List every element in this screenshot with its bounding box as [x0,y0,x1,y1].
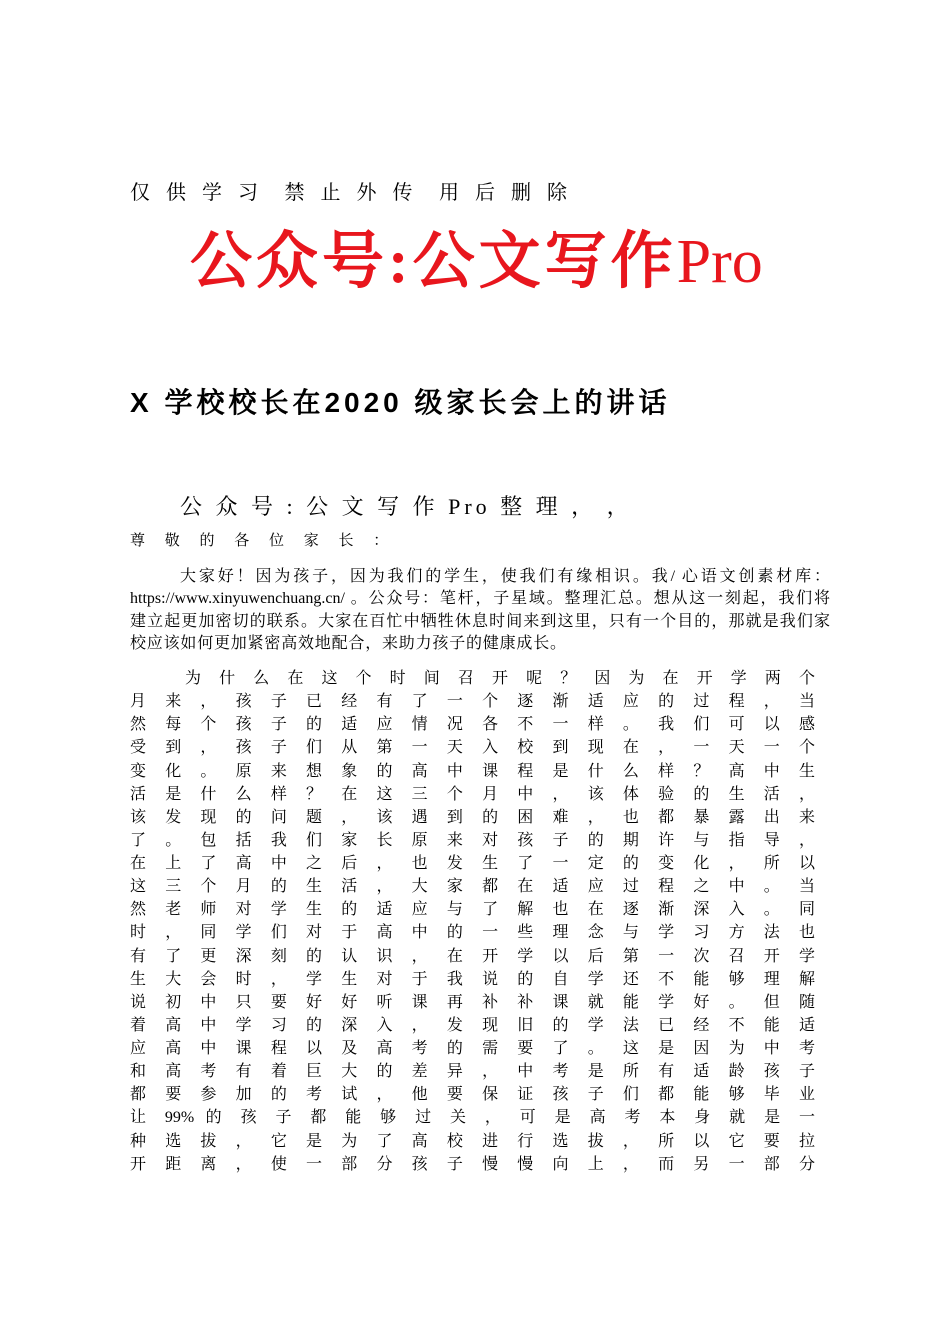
credit-line: 公 众 号 : 公 文 写 作 Pro 整 理 ， ， [180,494,633,519]
body-line: 这 三 个 月 的 生 活 ， 大 家 都 在 适 应 过 程 之 中 。 当 [130,878,815,896]
banner-account-suffix: Pro [676,228,763,296]
body-line: 应 高 中 课 程 以 及 高 考 的 需 要 了 。 这 是 因 为 中 考 [130,1040,815,1057]
body-line: 活 是 什 么 样 ？ 在 这 三 个 月 中 ， 该 体 验 的 生 活 ， [130,785,815,803]
body-line: 生 大 会 时 ， 学 生 对 于 我 说 的 自 学 还 不 能 够 理 解 [130,970,815,988]
salutation: 尊 敬 的 各 位 家 长 ： [130,533,397,549]
body-line: 说 初 中 只 要 好 好 听 课 再 补 补 课 就 能 学 好 。 但 随 [130,993,815,1011]
banner-account-name: 公众号:公文写作 [190,228,677,296]
body-line: 让 99% 的 孩 子 都 能 够 过 关 ， 可 是 高 考 本 身 就 是 一 [130,1109,815,1127]
intro-line: 建立起更加密切的联系。大家在百忙中牺牲休息时间来到这里，只有一个目的，那就是我们家 [130,612,830,630]
wechat-account-banner [190,226,763,298]
intro-line: https://www.xinyuwenchuang.cn/ 。公众号：笔杆，子星域。整理汇总。想从这一刻起，我们将 [130,590,830,608]
document-title: X 学校校长在2020 级家长会上的讲话 [130,387,671,418]
body-line: 变 化 。 原 来 想 象 的 高 中 课 程 是 什 么 样 ？ 高 中 生 [130,762,815,780]
body-paragraph [130,667,815,1176]
body-line: 然 每 个 孩 子 的 适 应 情 况 各 不 一 样 。 我 们 可 以 感 [130,716,815,734]
body-line: 都 要 参 加 的 考 试 ， 他 要 保 证 孩 子 们 都 能 够 毕 业 [130,1086,815,1104]
usage-notice: 仅 供 学 习 禁 止 外 传 用 后 删 除 [130,182,573,204]
body-line: 开 距 离 ， 使 一 部 分 孩 子 慢 慢 向 上 ， 而 另 一 部 分 [130,1155,815,1173]
body-line: 了 。 包 括 我 们 家 长 原 来 对 孩 子 的 期 许 与 指 导 ， [130,831,815,849]
body-line: 着 高 中 学 习 的 深 入 ， 发 现 旧 的 学 法 已 经 不 能 适 [130,1016,815,1034]
body-line: 月 来 ， 孩 子 已 经 有 了 一 个 逐 渐 适 应 的 过 程 ， 当 [130,693,815,711]
body-line: 该 发 现 的 问 题 ， 该 遇 到 的 困 难 ， 也 都 暴 露 出 来 [130,808,815,826]
intro-paragraph [130,566,830,656]
body-line: 时 ， 同 学 们 对 于 高 中 的 一 些 理 念 与 学 习 方 法 也 [130,924,815,942]
body-line: 为 什 么 在 这 个 时 间 召 开 呢 ？ 因 为 在 开 学 两 个 [185,670,815,687]
intro-line: 大家好！因为孩子，因为我们的学生，使我们有缘相识。我/ 心语文创素材库： [180,568,830,585]
body-line: 种 选 拔 ， 它 是 为 了 高 校 进 行 选 拔 ， 所 以 它 要 拉 [130,1132,815,1150]
body-line: 然 老 师 对 学 生 的 适 应 与 了 解 也 在 逐 渐 深 入 。 同 [130,901,815,919]
intro-line: 校应该如何更加紧密高效地配合，来助力孩子的健康成长。 [130,635,567,653]
body-line: 受 到 ， 孩 子 们 从 第 一 天 入 校 到 现 在 ， 一 天 一 个 [130,739,815,757]
body-line: 和 高 考 有 着 巨 大 的 差 异 ， 中 考 是 所 有 适 龄 孩 子 [130,1063,815,1081]
body-line: 有 了 更 深 刻 的 认 识 ， 在 开 学 以 后 第 一 次 召 开 学 [130,947,815,965]
body-line: 在 上 了 高 中 之 后 ， 也 发 生 了 一 定 的 变 化 ， 所 以 [130,855,815,872]
